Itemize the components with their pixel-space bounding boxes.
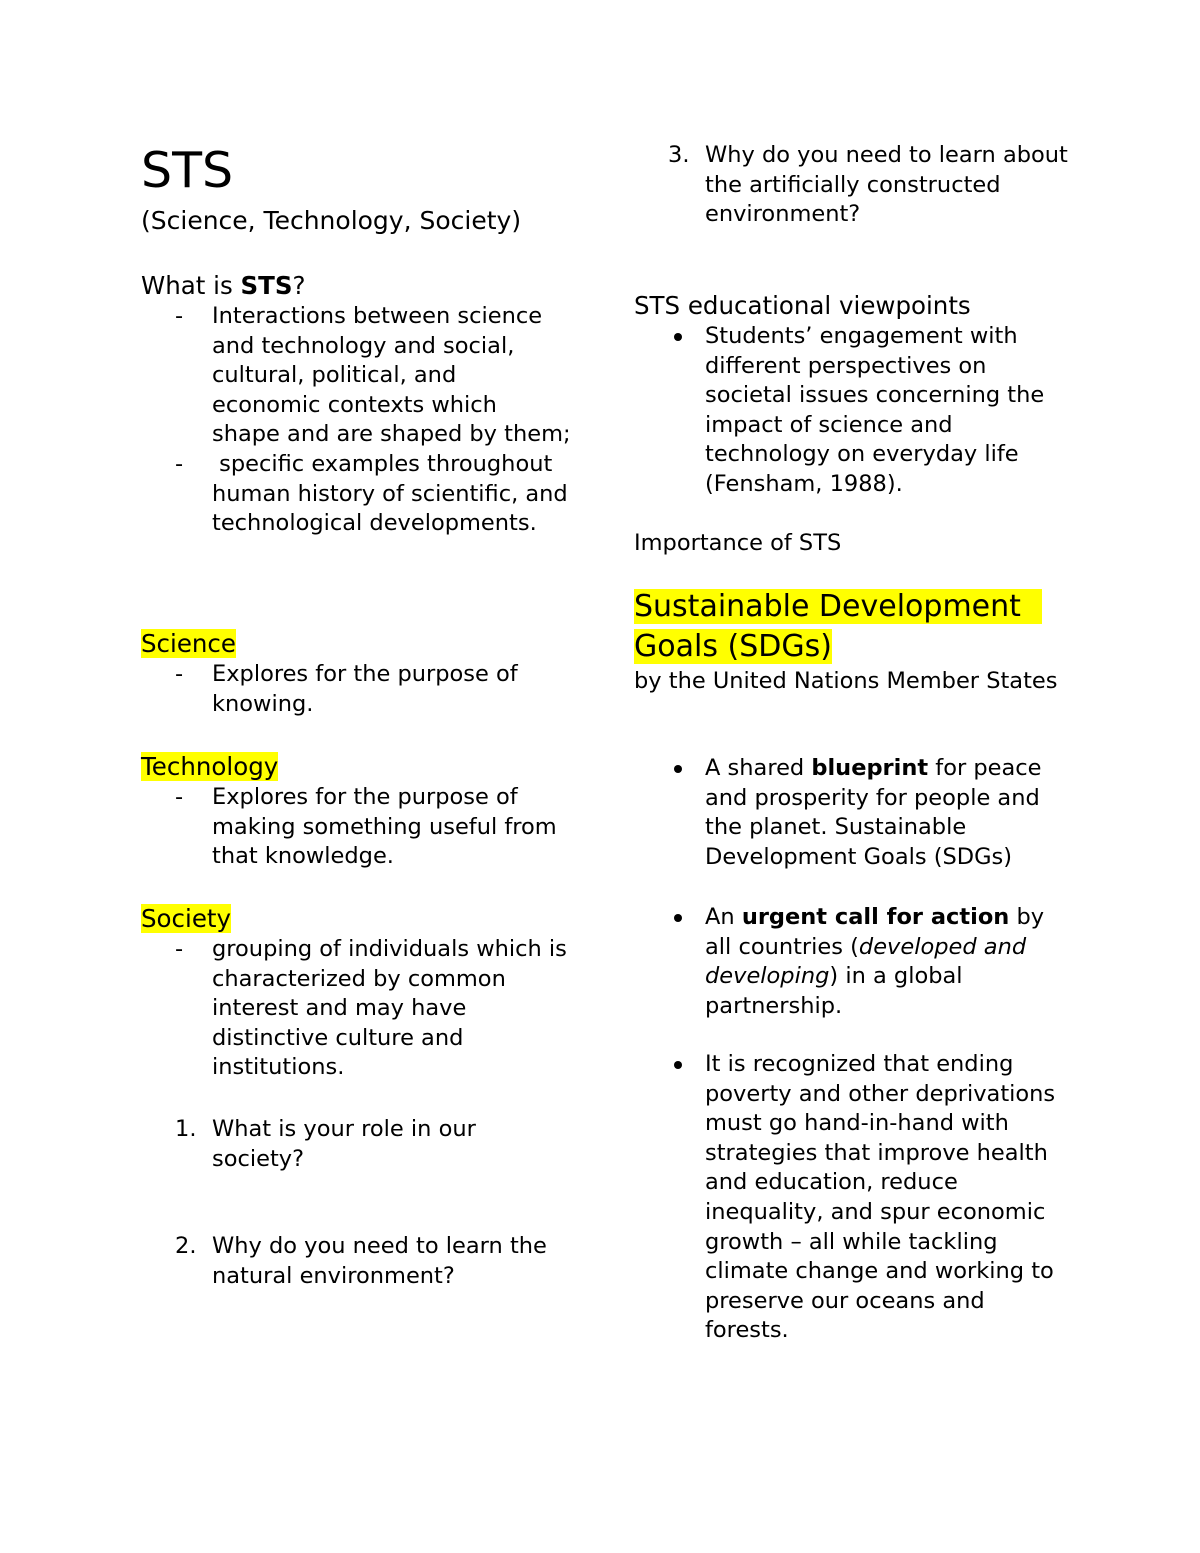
society-list [141,935,571,1083]
viewpoints-heading: STS educational viewpoints [634,291,971,320]
dash-marker: - [175,661,184,687]
page-title: STS [141,142,234,199]
dash-marker: - [175,450,184,477]
sdg-title [634,587,1057,667]
list-item-text: Why do you need to learn the natural environment? [212,1233,547,1289]
what-is-heading [141,270,571,302]
number-marker: 1. [175,1116,197,1142]
list-item [141,1115,571,1174]
science-heading: Science [141,629,236,658]
bullet-icon [674,765,682,773]
sdg-bullet-3 [634,1050,1069,1346]
page-subtitle: (Science, Technology, Society) [141,206,522,235]
italic-run: developed and developing [705,933,1027,990]
society-heading: Society [141,904,231,933]
sdg-bullet-1 [634,754,1069,872]
list-item-text: Why do you need to learn about the artificially constructed environment? [705,142,1068,228]
text-run: by all countries ( [705,904,1052,960]
viewpoints-list [634,322,1069,500]
dash-marker: - [175,303,184,329]
list-item [141,450,575,539]
list-item-text: Interactions between science and technology and social, cultural, political, and economic contexts which shape and are shaped by them; [212,303,571,448]
what-is-list [141,302,575,539]
list-item [141,302,571,450]
list-item [634,141,1069,230]
text-run: A shared [705,755,812,781]
sdg-bullet-2 [634,903,1069,1021]
bullet-icon [674,333,682,341]
what-is-bold: STS [240,271,293,300]
society-section [141,903,571,1083]
technology-section [141,751,571,872]
list-item [141,1232,571,1291]
list-item-text: Students’ engagement with different perspectives on societal issues concerning the impact of science and technology on everyday life (Fensham, 1988). [705,323,1045,497]
question-2 [141,1232,571,1291]
number-marker: 3. [668,142,690,168]
list-item-text: What is your role in our society? [212,1116,476,1172]
technology-list [141,783,571,872]
list-item [141,660,571,719]
bullet-icon [674,914,682,922]
sdg-title-line1: Sustainable Development [634,589,1042,624]
bold-run: blueprint [811,755,929,781]
what-is-prefix: What is [141,271,241,300]
technology-heading: Technology [141,752,279,781]
list-item [634,1050,1069,1346]
sdg-title-line2: Goals (SDGs) [634,629,832,664]
importance-heading: Importance of STS [634,530,842,556]
question-1 [141,1115,571,1174]
list-item-text: Explores for the purpose of knowing. [212,661,518,717]
text-run: ) in a global partnership. [705,963,963,1019]
science-list [141,660,571,719]
list-item [634,754,1069,872]
bullet-icon [674,1061,682,1069]
dash-marker: - [175,784,184,810]
number-marker: 2. [175,1233,197,1259]
viewpoints-section [634,290,1069,500]
list-item [141,935,571,1083]
list-item [634,322,1069,500]
sdg-byline: by the United Nations Member States [634,668,1058,694]
list-item-text: specific examples throughout human history of scientific, and technological developments. [212,450,575,537]
bold-run: urgent call for action [741,904,1010,930]
list-item-text: Explores for the purpose of making something useful from that knowledge. [212,784,557,870]
text-run: for peace and prosperity for people and the planet. Sustainable Development Goals (SDGs) [705,755,1049,870]
what-is-suffix: ? [292,271,306,300]
science-section [141,628,571,719]
sdg-section [634,587,1057,697]
question-3 [634,141,1069,230]
list-item-text: grouping of individuals which is characterized by common interest and may have distinctive culture and institutions. [212,936,567,1081]
list-item [141,783,571,872]
what-is-section [141,270,575,539]
list-item-text: It is recognized that ending poverty and other deprivations must go hand-in-hand with strategies that improve health and education, reduce inequality, and spur economic growth – all while tackling climate change and working to preserve our oceans and forests. [705,1051,1056,1344]
text-run: An [705,904,742,930]
dash-marker: - [175,936,184,962]
list-item [634,903,1069,1021]
